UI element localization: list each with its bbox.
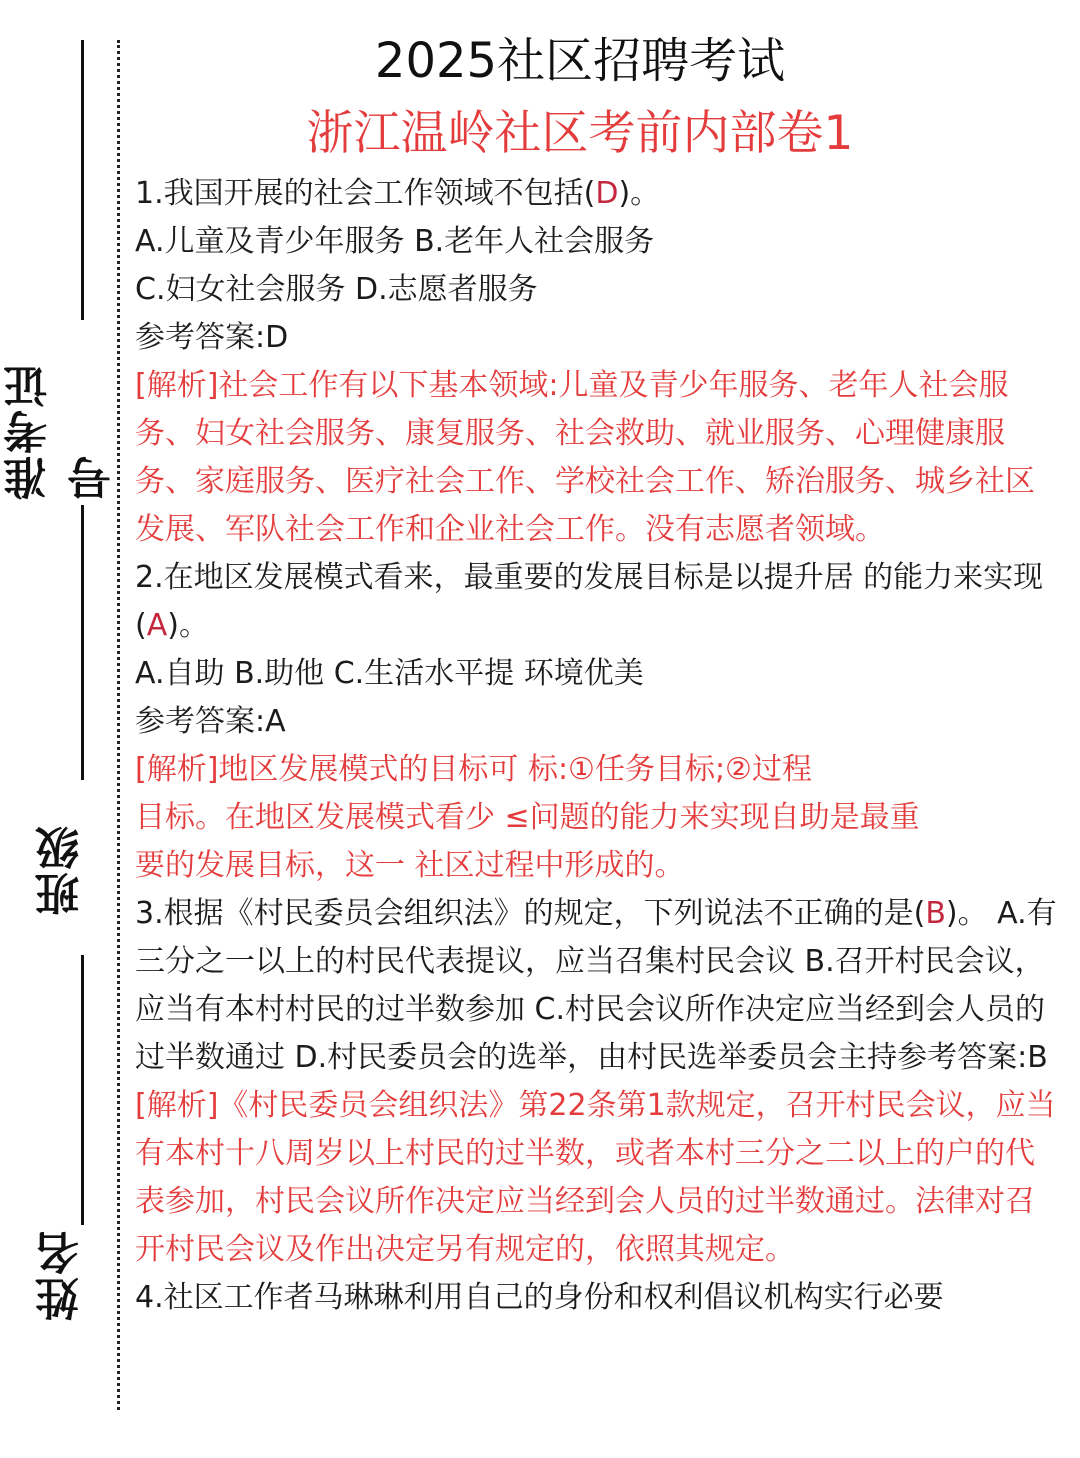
question-2-reference: 参考答案:A — [135, 704, 286, 739]
question-1-stem: 1.我国开展的社会工作领域不包括(D)。 — [135, 176, 661, 211]
question-1-analysis: [解析]社会工作有以下基本领域:儿童及青少年服务、老年人社会服务、妇女社会服务、康复服务、社会救助、就业服务、心理健康服务、家庭服务、医疗社会工作、学校社会工作、矫治服务、城乡社区发展、军队社会工作和企业社会工作。没有志愿者领域。 — [135, 368, 1035, 547]
page-subtitle: 浙江温岭社区考前内部卷1 — [306, 106, 854, 161]
question-2-analysis-line-3: 要的发展目标，这一 社区过程中形成的。 — [135, 848, 685, 883]
class-label: 班级 — [36, 824, 87, 916]
question-2-answer: A — [146, 608, 168, 643]
question-1-options-ab: A.儿童及青少年服务 B.老年人社会服务 — [135, 224, 655, 259]
class-line — [81, 955, 84, 1225]
question-2-options: A.自助 B.助他 C.生活水平提 环境优美 — [135, 656, 644, 691]
question-1-answer: D — [595, 176, 619, 211]
question-3-answer: B — [925, 896, 946, 931]
exam-id-line-bottom — [81, 505, 84, 780]
question-1-reference: 参考答案:D — [135, 320, 289, 355]
name-label: 姓名 — [36, 1229, 87, 1321]
exam-id-label: 准考证号 — [4, 362, 119, 500]
question-3-analysis: [解析]《村民委员会组织法》第22条第1款规定，召开村民会议，应当有本村十八周岁以上村民的过半数，或者本村三分之二以上的户的代表参加，村民会议所作决定应当经到会人员的过半数通过。法律对召开村民会议及作出决定另有规定的，依照其规定。 — [135, 1088, 1056, 1267]
binding-dotted-line — [117, 40, 120, 1410]
question-1-options-cd: C.妇女社会服务 D.志愿者服务 — [135, 272, 538, 307]
question-2-analysis-line-2: 目标。在地区发展模式看少 ≤问题的能力来实现自助是最重 — [135, 800, 920, 835]
page-title: 2025社区招聘考试 — [374, 33, 786, 89]
question-2-analysis-line-1: [解析]地区发展模式的目标可 标:①任务目标;②过程 — [135, 752, 812, 787]
question-2-stem: 2.在地区发展模式看来，最重要的发展目标是以提升居 的能力来实现(A)。 — [135, 560, 1044, 643]
question-content — [135, 170, 1060, 1322]
question-3-stem: 3.根据《村民委员会组织法》的规定，下列说法不正确的是(B)。 A.有三分之一以上的村民代表提议，应当召集村民会议 B.召开村民会议，应当有本村村民的过半数参加 C.村民会议所作决定应当经到会人员的过半数通过 D.村民委员会的选举，由村民选举委员会主持参考答案:B — [135, 896, 1057, 1075]
question-4-stem: 4.社区工作者马琳琳利用自己的身份和权利倡议机构实行必要 — [135, 1280, 944, 1315]
